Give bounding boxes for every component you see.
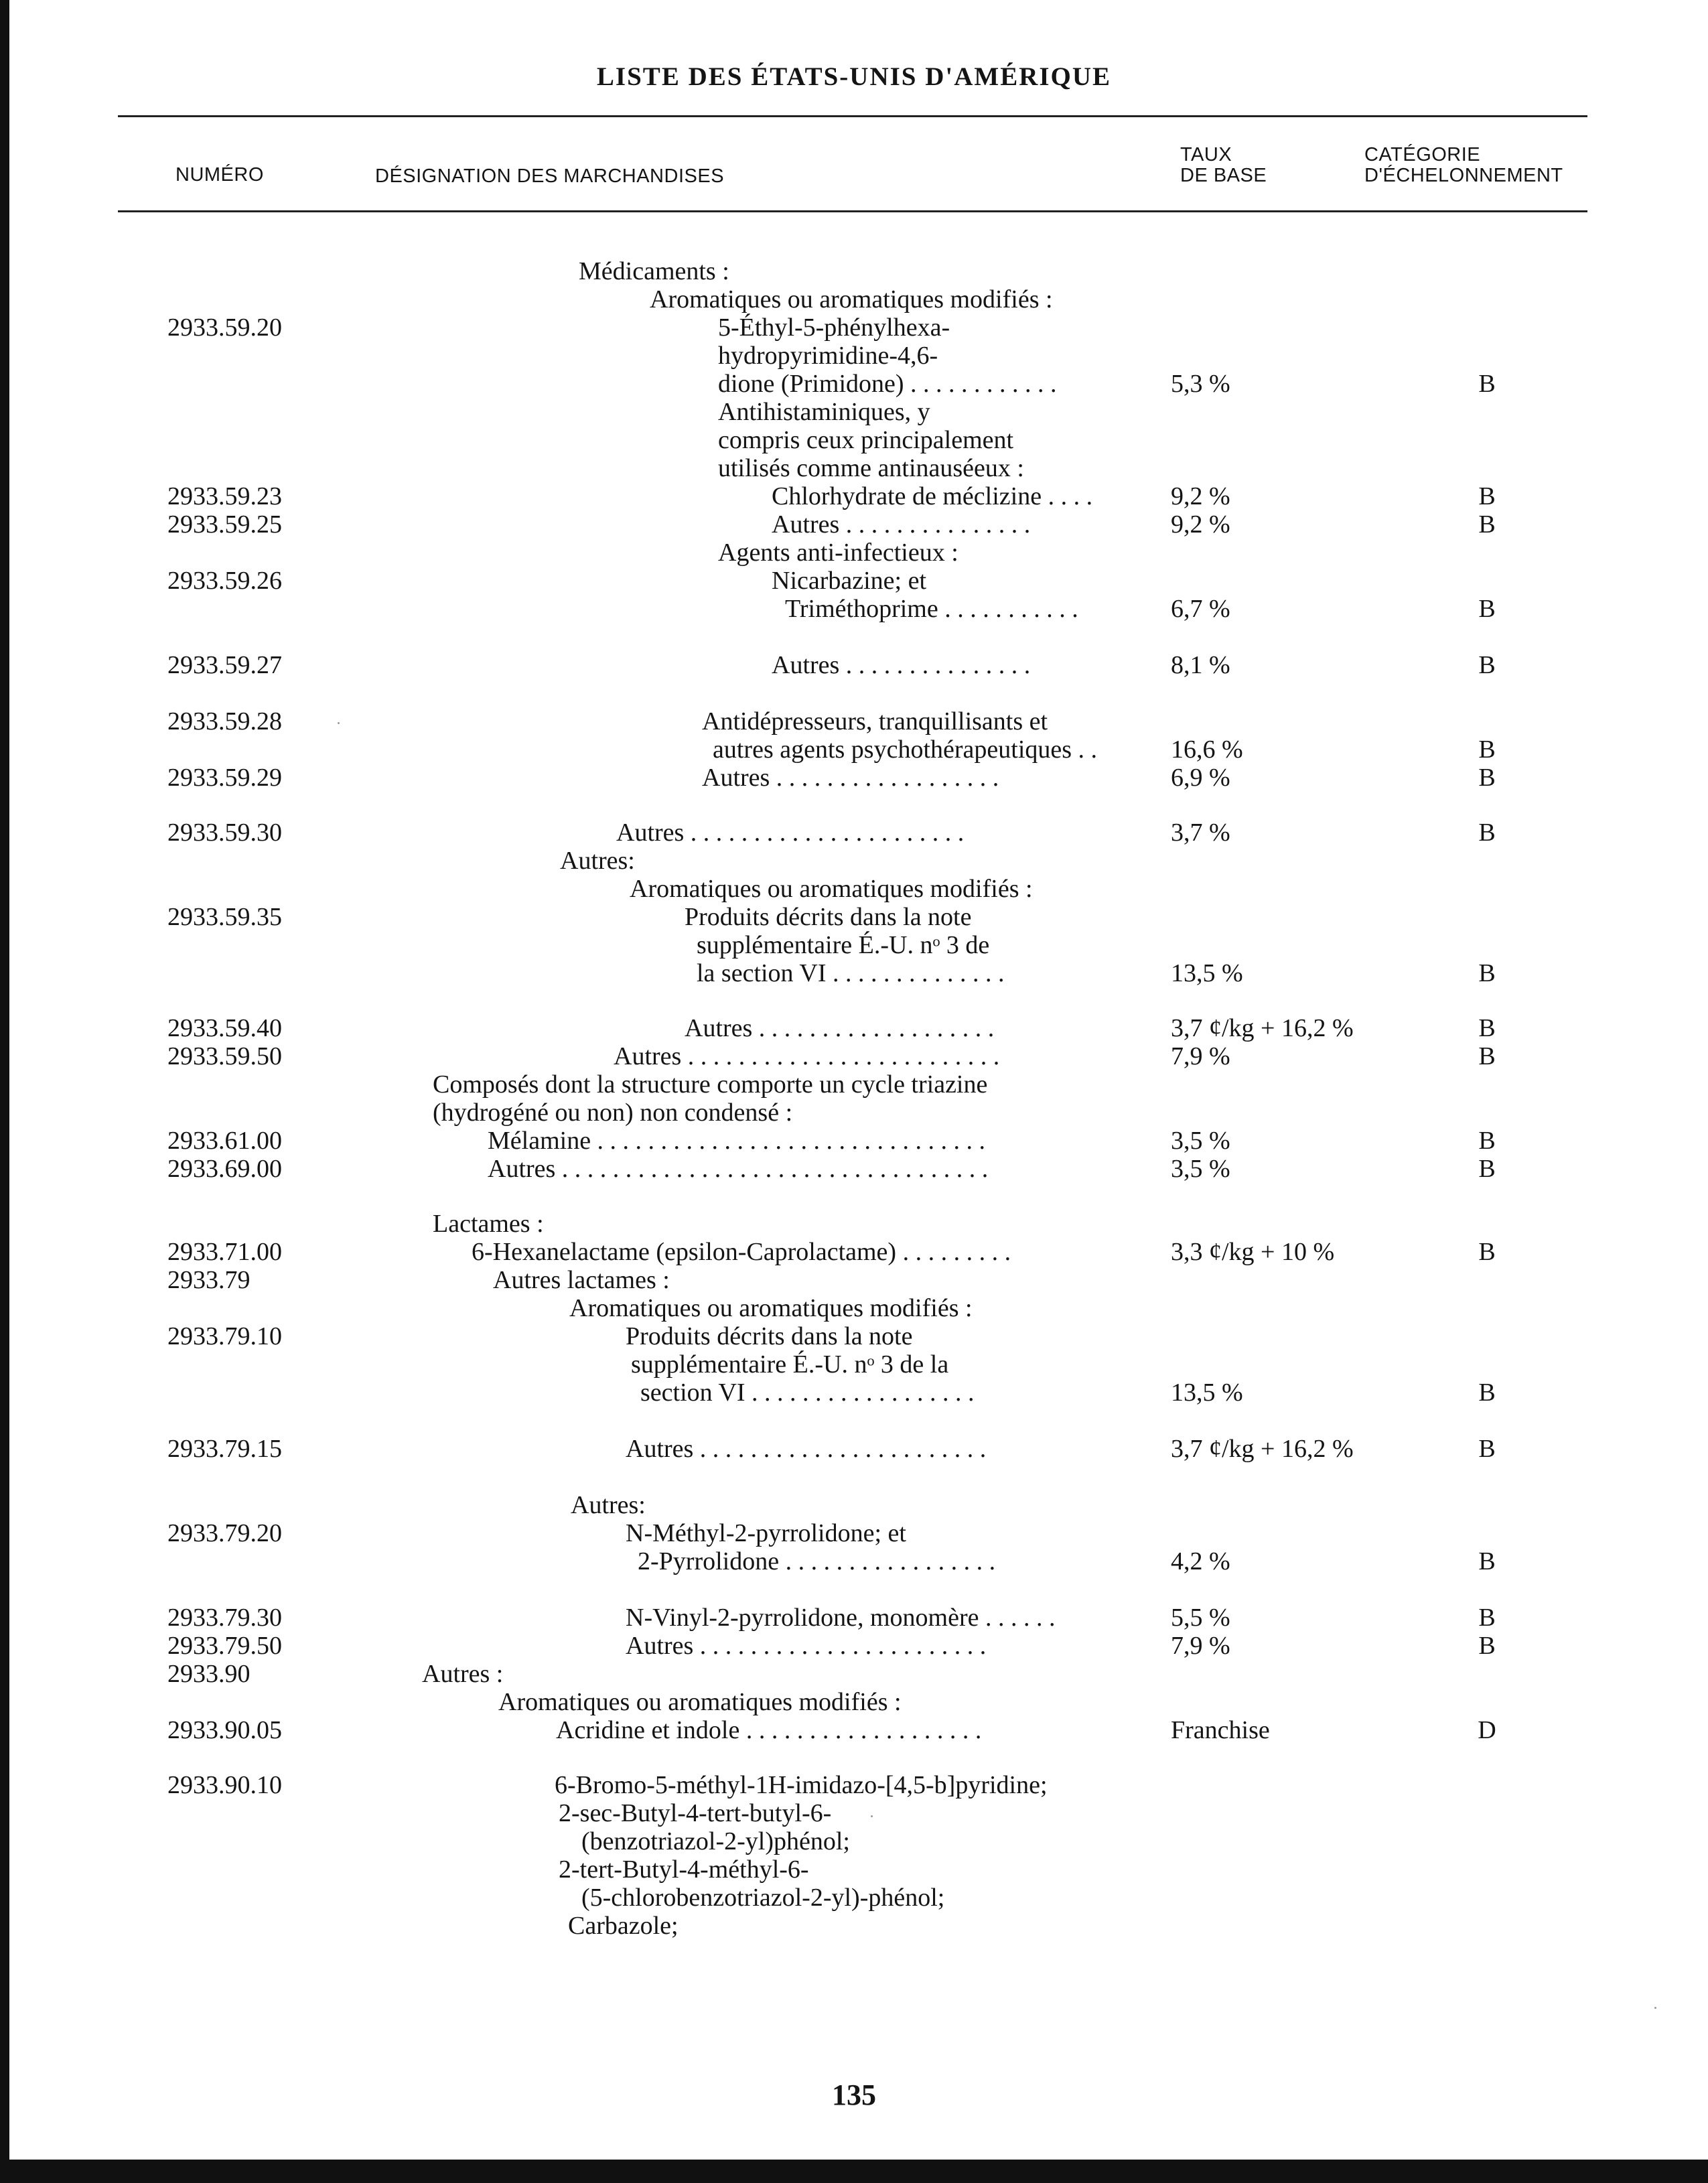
goods-description: Agents anti-infectieux :: [718, 539, 958, 567]
goods-description: Autres :: [422, 1660, 504, 1688]
table-row: [0, 1855, 1708, 1884]
goods-description: Aromatiques ou aromatiques modifiés :: [630, 875, 1033, 903]
goods-description: N-Vinyl-2-pyrrolidone, monomère . . . . . .: [626, 1604, 1056, 1632]
table-row: [0, 1688, 1708, 1716]
tariff-number: 2933.79.30: [167, 1604, 282, 1632]
table-row: [0, 707, 1708, 735]
base-rate: 5,5 %: [1171, 1604, 1230, 1632]
goods-description: Autres . . . . . . . . . . . . . . . . . . . . . . . . .: [614, 1042, 1000, 1070]
tariff-number: 2933.59.20: [167, 313, 282, 342]
goods-description: Autres . . . . . . . . . . . . . . . . . . . . . . .: [626, 1435, 987, 1463]
staging-category: B: [1478, 1435, 1496, 1463]
table-row: [0, 1799, 1708, 1827]
staging-category: B: [1478, 1238, 1496, 1266]
table-row: [0, 1884, 1708, 1912]
goods-description: Mélamine . . . . . . . . . . . . . . . . . . . . . . . . . . . . . . .: [488, 1127, 986, 1155]
table-row: [0, 1491, 1708, 1519]
table-row: [0, 1771, 1708, 1799]
staging-category: B: [1478, 651, 1496, 679]
goods-description: Autres lactames :: [493, 1266, 670, 1294]
table-row: [0, 1266, 1708, 1294]
goods-description: 2-Pyrrolidone . . . . . . . . . . . . . . . . .: [638, 1547, 996, 1575]
goods-description: Autres . . . . . . . . . . . . . . . . . . .: [685, 1014, 995, 1042]
goods-description: (benzotriazol-2-yl)phénol;: [581, 1827, 850, 1855]
tariff-number: 2933.59.30: [167, 819, 282, 847]
goods-description: Produits décrits dans la note: [685, 903, 972, 931]
table-row: [0, 1632, 1708, 1660]
staging-category: B: [1478, 764, 1496, 792]
table-row: [0, 1099, 1708, 1127]
base-rate: 3,3 ¢/kg + 10 %: [1171, 1238, 1335, 1266]
goods-description: Antihistaminiques, y: [718, 398, 930, 426]
goods-description: Autres:: [571, 1491, 646, 1519]
base-rate: 16,6 %: [1171, 735, 1243, 764]
base-rate: 13,5 %: [1171, 1379, 1243, 1407]
staging-category: D: [1478, 1716, 1496, 1744]
goods-description: (5-chlorobenzotriazol-2-yl)-phénol;: [581, 1884, 945, 1912]
tariff-number: 2933.90.10: [167, 1771, 282, 1799]
tariff-number: 2933.90: [167, 1660, 251, 1688]
staging-category: B: [1478, 595, 1496, 623]
column-header-categorie-line2: D'ÉCHELONNEMENT: [1364, 165, 1563, 186]
staging-category: B: [1478, 1014, 1496, 1042]
table-row: [0, 1379, 1708, 1407]
goods-description: Antidépresseurs, tranquillisants et: [702, 707, 1048, 735]
table-row: [0, 1660, 1708, 1688]
goods-description: supplémentaire É.-U. nᵒ 3 de la: [631, 1350, 949, 1379]
goods-description: Autres . . . . . . . . . . . . . . . . . .: [702, 764, 999, 792]
staging-category: B: [1478, 735, 1496, 764]
table-row: [0, 482, 1708, 510]
table-row: [0, 1042, 1708, 1070]
base-rate: 3,7 ¢/kg + 16,2 %: [1171, 1435, 1354, 1463]
column-header-categorie-line1: CATÉGORIE: [1364, 144, 1481, 165]
table-row: [0, 651, 1708, 679]
base-rate: 6,9 %: [1171, 764, 1230, 792]
goods-description: Autres . . . . . . . . . . . . . . .: [772, 651, 1031, 679]
table-row: [0, 735, 1708, 764]
goods-description: supplémentaire É.-U. nᵒ 3 de: [697, 931, 990, 959]
table-row: [0, 1604, 1708, 1632]
tariff-number: 2933.61.00: [167, 1127, 282, 1155]
goods-description: Chlorhydrate de méclizine . . . .: [772, 482, 1093, 510]
tariff-number: 2933.59.23: [167, 482, 282, 510]
tariff-number: 2933.59.28: [167, 707, 282, 735]
table-row: [0, 764, 1708, 792]
table-row: [0, 847, 1708, 875]
base-rate: 7,9 %: [1171, 1042, 1230, 1070]
column-header-taux-line2: DE BASE: [1180, 165, 1267, 186]
table-row: [0, 510, 1708, 539]
goods-description: autres agents psychothérapeutiques . .: [713, 735, 1098, 764]
goods-description: dione (Primidone) . . . . . . . . . . . .: [718, 370, 1057, 398]
staging-category: B: [1478, 1632, 1496, 1660]
goods-description: Nicarbazine; et: [772, 567, 927, 595]
tariff-number: 2933.79: [167, 1266, 251, 1294]
table-row: [0, 257, 1708, 285]
goods-description: 5-Éthyl-5-phénylhexa-: [718, 313, 950, 342]
table-row: [0, 285, 1708, 313]
base-rate: 3,5 %: [1171, 1127, 1230, 1155]
base-rate: 9,2 %: [1171, 510, 1230, 539]
tariff-number: 2933.79.50: [167, 1632, 282, 1660]
staging-category: B: [1478, 370, 1496, 398]
goods-description: la section VI . . . . . . . . . . . . . .: [697, 959, 1005, 987]
base-rate: Franchise: [1171, 1716, 1270, 1744]
tariff-number: 2933.90.05: [167, 1716, 282, 1744]
base-rate: 8,1 %: [1171, 651, 1230, 679]
table-row: [0, 1435, 1708, 1463]
base-rate: 6,7 %: [1171, 595, 1230, 623]
goods-description: Carbazole;: [568, 1912, 679, 1940]
goods-description: 2-tert-Butyl-4-méthyl-6-: [559, 1855, 809, 1884]
tariff-number: 2933.59.27: [167, 651, 282, 679]
staging-category: B: [1478, 1042, 1496, 1070]
goods-description: Autres . . . . . . . . . . . . . . .: [772, 510, 1031, 539]
staging-category: B: [1478, 1127, 1496, 1155]
table-row: [0, 313, 1708, 342]
table-row: [0, 567, 1708, 595]
base-rate: 3,5 %: [1171, 1155, 1230, 1183]
table-row: [0, 1127, 1708, 1155]
tariff-number: 2933.79.10: [167, 1322, 282, 1350]
tariff-number: 2933.79.20: [167, 1519, 282, 1547]
table-row: [0, 342, 1708, 370]
goods-description: Triméthoprime . . . . . . . . . . .: [785, 595, 1078, 623]
goods-description: Composés dont la structure comporte un cycle triazine: [433, 1070, 988, 1099]
goods-description: Autres . . . . . . . . . . . . . . . . . . . . . . .: [626, 1632, 987, 1660]
staging-category: B: [1478, 510, 1496, 539]
table-row: [0, 370, 1708, 398]
staging-category: B: [1478, 959, 1496, 987]
staging-category: B: [1478, 1547, 1496, 1575]
goods-description: Autres . . . . . . . . . . . . . . . . . . . . . . . . . . . . . . . . . .: [488, 1155, 989, 1183]
goods-description: section VI . . . . . . . . . . . . . . . . . .: [640, 1379, 975, 1407]
table-row: [0, 1350, 1708, 1379]
goods-description: Médicaments :: [579, 257, 729, 285]
table-row: [0, 1238, 1708, 1266]
column-header-numero: NUMÉRO: [175, 164, 264, 186]
table-row: [0, 819, 1708, 847]
staging-category: B: [1478, 819, 1496, 847]
goods-description: utilisés comme antinauséeux :: [718, 454, 1024, 482]
base-rate: 5,3 %: [1171, 370, 1230, 398]
column-header-designation: DÉSIGNATION DES MARCHANDISES: [375, 165, 725, 187]
staging-category: B: [1478, 482, 1496, 510]
goods-description: 6-Hexanelactame (epsilon-Caprolactame) . . . . . . . . .: [472, 1238, 1011, 1266]
table-row: [0, 1294, 1708, 1322]
tariff-number: 2933.59.50: [167, 1042, 282, 1070]
table-row: [0, 903, 1708, 931]
base-rate: 3,7 %: [1171, 819, 1230, 847]
tariff-number: 2933.69.00: [167, 1155, 282, 1183]
goods-description: Aromatiques ou aromatiques modifiés :: [650, 285, 1053, 313]
base-rate: 9,2 %: [1171, 482, 1230, 510]
tariff-number: 2933.79.15: [167, 1435, 282, 1463]
staging-category: B: [1478, 1604, 1496, 1632]
column-header-taux-line1: TAUX: [1180, 144, 1232, 165]
goods-description: compris ceux principalement: [718, 426, 1014, 454]
goods-description: (hydrogéné ou non) non condensé :: [433, 1099, 793, 1127]
table-row: [0, 1547, 1708, 1575]
tariff-number: 2933.71.00: [167, 1238, 282, 1266]
table-row: [0, 959, 1708, 987]
goods-description: Acridine et indole . . . . . . . . . . . . . . . . . . .: [556, 1716, 982, 1744]
goods-description: Autres:: [560, 847, 635, 875]
table-row: [0, 1210, 1708, 1238]
goods-description: Lactames :: [433, 1210, 544, 1238]
goods-description: Produits décrits dans la note: [626, 1322, 913, 1350]
table-row: [0, 1912, 1708, 1940]
goods-description: Aromatiques ou aromatiques modifiés :: [569, 1294, 973, 1322]
base-rate: 7,9 %: [1171, 1632, 1230, 1660]
base-rate: 3,7 ¢/kg + 16,2 %: [1171, 1014, 1354, 1042]
table-row: [0, 931, 1708, 959]
table-row: [0, 1519, 1708, 1547]
table-row: [0, 875, 1708, 903]
base-rate: 4,2 %: [1171, 1547, 1230, 1575]
goods-description: Autres . . . . . . . . . . . . . . . . . . . . . .: [616, 819, 965, 847]
goods-description: Aromatiques ou aromatiques modifiés :: [498, 1688, 902, 1716]
staging-category: B: [1478, 1379, 1496, 1407]
table-row: [0, 595, 1708, 623]
table-row: [0, 1155, 1708, 1183]
staging-category: B: [1478, 1155, 1496, 1183]
table-row: [0, 1716, 1708, 1744]
goods-description: N-Méthyl-2-pyrrolidone; et: [626, 1519, 906, 1547]
page-number: 135: [832, 2079, 876, 2111]
goods-description: hydropyrimidine-4,6-: [718, 342, 938, 370]
table-row: [0, 426, 1708, 454]
table-row: [0, 1014, 1708, 1042]
table-row: [0, 398, 1708, 426]
goods-description: 2-sec-Butyl-4-tert-butyl-6-: [559, 1799, 832, 1827]
table-row: [0, 1322, 1708, 1350]
table-row: [0, 1827, 1708, 1855]
table-row: [0, 1070, 1708, 1099]
tariff-number: 2933.59.26: [167, 567, 282, 595]
table-row: [0, 539, 1708, 567]
tariff-number: 2933.59.25: [167, 510, 282, 539]
page-title: LISTE DES ÉTATS-UNIS D'AMÉRIQUE: [596, 62, 1112, 91]
base-rate: 13,5 %: [1171, 959, 1243, 987]
goods-description: 6-Bromo-5-méthyl-1H-imidazo-[4,5-b]pyridine;: [555, 1771, 1048, 1799]
tariff-number: 2933.59.29: [167, 764, 282, 792]
tariff-number: 2933.59.40: [167, 1014, 282, 1042]
tariff-number: 2933.59.35: [167, 903, 282, 931]
table-row: [0, 454, 1708, 482]
